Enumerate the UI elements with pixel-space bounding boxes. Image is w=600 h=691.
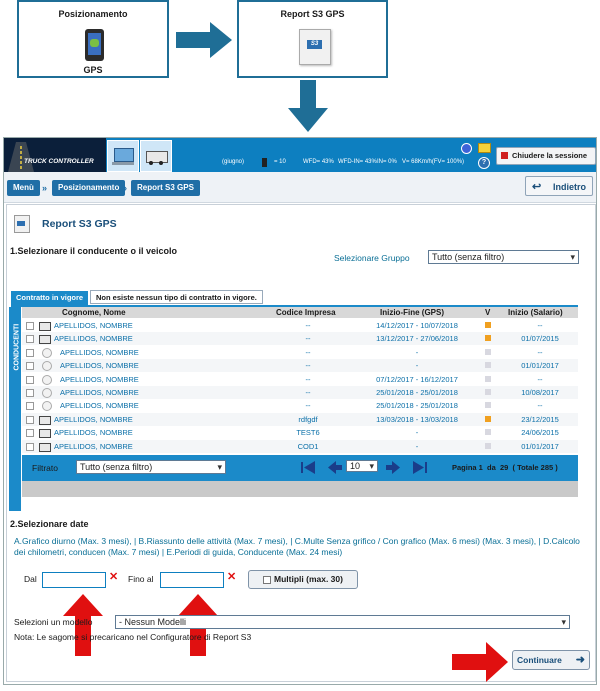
driver-disc-icon — [42, 375, 52, 385]
logo — [4, 138, 106, 172]
flag-icon — [485, 389, 491, 395]
breadcrumb-posizionamento[interactable]: Posizionamento — [52, 180, 125, 196]
row-range: - — [415, 361, 419, 371]
flag-icon — [485, 376, 491, 382]
driver-card-icon — [39, 335, 51, 344]
col-v[interactable]: V — [485, 308, 491, 317]
flow-step1-title: Posizionamento — [58, 9, 128, 19]
row-checkbox[interactable] — [26, 349, 34, 357]
from-date-input[interactable] — [42, 572, 106, 588]
row-code: -- — [305, 401, 311, 411]
row-salary: -- — [537, 401, 543, 411]
status-period: (giugno) — [222, 159, 245, 165]
row-name[interactable]: APELLIDOS, NOMBRE — [54, 441, 133, 451]
flag-icon — [485, 416, 491, 422]
multi-button[interactable] — [248, 570, 358, 589]
row-salary: 01/07/2015 — [521, 334, 559, 344]
breadcrumb-menu[interactable]: Menù — [7, 180, 40, 196]
row-range: - — [415, 428, 419, 438]
page-of: da — [487, 463, 496, 472]
document-icon — [299, 29, 331, 65]
row-code: COD1 — [297, 441, 319, 451]
truck-module-icon[interactable] — [140, 140, 172, 172]
row-name[interactable]: APELLIDOS, NOMBRE — [60, 361, 139, 371]
table-row[interactable] — [22, 359, 578, 372]
logout-label: Chiudere la sessione — [512, 151, 588, 160]
row-range: - — [415, 441, 419, 451]
driver-disc-icon — [42, 361, 52, 371]
continue-label: Continuare — [517, 655, 562, 665]
flag-icon — [485, 335, 491, 341]
row-salary: -- — [537, 374, 543, 384]
row-salary: 10/08/2017 — [521, 388, 559, 397]
multi-label: Multipli (max. 30) — [274, 574, 343, 584]
multi-checkbox[interactable] — [263, 576, 271, 584]
flag-icon — [485, 362, 491, 368]
conducenti-sidebar — [9, 307, 21, 511]
back-label: Indietro — [553, 182, 586, 192]
breadcrumb-sep: » — [42, 183, 48, 193]
flag-icon — [485, 322, 491, 328]
tab-nessun-contratto[interactable]: Non esiste nessun tipo di contratto in vigore. — [90, 290, 263, 304]
row-checkbox[interactable] — [26, 429, 34, 437]
back-arrow-icon: ↩ — [532, 181, 542, 193]
breadcrumb-sep: » — [122, 183, 128, 193]
flag-icon — [485, 349, 491, 355]
row-code: -- — [305, 334, 311, 344]
row-checkbox[interactable] — [26, 402, 34, 410]
last-page-icon[interactable] — [412, 461, 428, 474]
row-salary: -- — [537, 347, 543, 357]
row-code: rdfgdf — [298, 414, 318, 424]
row-checkbox[interactable] — [26, 322, 34, 330]
driver-disc-icon — [42, 388, 52, 398]
row-range: 13/03/2018 - 13/03/2018 — [376, 414, 458, 424]
continue-arrow-icon: ➜ — [575, 654, 585, 666]
table-row[interactable] — [22, 399, 578, 412]
col-name[interactable]: Cognome, Nome — [62, 308, 126, 317]
row-range: 25/01/2018 - 25/01/2018 — [376, 388, 458, 397]
row-checkbox[interactable] — [26, 416, 34, 424]
row-name[interactable]: APELLIDOS, NOMBRE — [54, 334, 133, 344]
row-checkbox[interactable] — [26, 362, 34, 370]
row-code: -- — [305, 321, 311, 330]
clear-from-icon[interactable]: ✕ — [109, 571, 119, 583]
logo-text: TRUCK CONTROLLER — [24, 158, 94, 165]
pager-bar — [22, 455, 578, 481]
from-label: Dal — [24, 574, 37, 584]
computer-module-icon[interactable] — [107, 140, 139, 172]
prev-page-icon[interactable] — [328, 461, 342, 474]
row-salary: -- — [537, 321, 543, 330]
flag-icon — [485, 429, 491, 435]
model-select[interactable] — [115, 615, 570, 629]
table-row[interactable] — [22, 413, 578, 426]
page-info — [452, 463, 558, 472]
row-total: ( Totale 285 ) — [512, 463, 558, 472]
row-range: 13/12/2017 - 27/06/2018 — [376, 334, 458, 344]
section2-title: 2.Selezionare date — [10, 519, 89, 529]
row-code: -- — [305, 374, 311, 384]
col-salary[interactable]: Inizio (Salario) — [508, 308, 563, 317]
next-page-icon[interactable] — [386, 461, 400, 474]
table-row[interactable] — [22, 319, 578, 332]
row-name[interactable]: APELLIDOS, NOMBRE — [60, 374, 139, 384]
driver-card-icon — [39, 322, 51, 331]
status-v: V= 68Km/h(FV= 100%) — [402, 159, 465, 165]
page-title: Report S3 GPS — [42, 218, 117, 230]
phone-icon — [85, 29, 104, 61]
row-salary: 23/12/2015 — [521, 414, 559, 424]
row-name[interactable]: APELLIDOS, NOMBRE — [54, 414, 133, 424]
document-icon-label: S3 — [307, 40, 322, 49]
row-salary: 01/01/2017 — [521, 361, 559, 371]
model-select-value: - Nessun Modelli — [119, 617, 187, 627]
status-count: = 10 — [274, 159, 286, 165]
flow-step-report-s3 — [237, 0, 388, 78]
row-code: -- — [305, 347, 311, 357]
model-label: Selezioni un modello — [14, 617, 93, 627]
flow-step2-title: Report S3 GPS — [280, 9, 345, 19]
filter-select-value: Tutto (senza filtro) — [80, 462, 153, 472]
top-bar — [4, 138, 596, 172]
row-name[interactable]: APELLIDOS, NOMBRE — [60, 388, 139, 397]
table-header — [22, 307, 578, 318]
filter-label: Filtrato — [32, 463, 58, 473]
row-range: 14/12/2017 - 10/07/2018 — [376, 321, 458, 330]
table-row[interactable] — [22, 386, 578, 399]
road-logo-icon — [6, 138, 36, 172]
status-in: IN= 0% — [377, 159, 397, 165]
flow-arrow-down-icon — [288, 80, 328, 132]
row-checkbox[interactable] — [26, 389, 34, 397]
row-salary: 24/06/2015 — [521, 428, 559, 438]
page-current: Pagina 1 — [452, 463, 483, 472]
driver-card-icon — [39, 443, 51, 452]
row-range: 07/12/2017 - 16/12/2017 — [376, 374, 458, 384]
col-code[interactable]: Codice Impresa — [276, 308, 336, 317]
first-page-icon[interactable] — [300, 461, 316, 474]
logout-icon — [501, 152, 508, 159]
row-name[interactable]: APELLIDOS, NOMBRE — [60, 401, 139, 411]
page-total: 29 — [499, 463, 509, 472]
status-wfd: WFD= 43% — [303, 159, 334, 165]
report-doc-icon — [14, 215, 30, 233]
driver-disc-icon — [42, 348, 52, 358]
row-name[interactable]: APELLIDOS, NOMBRE — [54, 321, 133, 330]
row-salary: 01/01/2017 — [521, 441, 559, 451]
mail-icon[interactable] — [478, 143, 491, 153]
page-size-select[interactable] — [346, 460, 378, 472]
table-footer — [22, 481, 578, 497]
row-code: -- — [305, 388, 311, 397]
row-code: TEST6 — [296, 428, 320, 438]
flow-arrow-right-icon — [176, 22, 232, 58]
row-checkbox[interactable] — [26, 376, 34, 384]
row-range: - — [415, 347, 419, 357]
flag-icon — [485, 402, 491, 408]
clear-to-icon[interactable]: ✕ — [227, 571, 237, 583]
date-description: A.Grafico diurno (Max. 3 mesi), | B.Riassunto delle attività (Max. 7 mesi), | C.Multe Senza grifico / Con grafico (Max. 6 mesi) (Max. 3 mesi), | D.Calcolo dei chilometri, conducen (Max. 7 mesi) | E.Periodi di guida, Conducente (Max. 24 mesi) — [14, 536, 580, 557]
driver-disc-icon — [42, 401, 52, 411]
row-name[interactable]: APELLIDOS, NOMBRE — [60, 347, 139, 357]
driver-card-icon — [39, 429, 51, 438]
breadcrumb-report-s3-gps[interactable]: Report S3 GPS — [131, 180, 200, 196]
row-name[interactable]: APELLIDOS, NOMBRE — [54, 428, 133, 438]
group-label: Selezionare Gruppo — [334, 253, 410, 263]
table-row[interactable] — [22, 426, 578, 439]
back-button[interactable] — [525, 176, 593, 196]
table-row[interactable] — [22, 332, 578, 345]
help-icon[interactable]: ? — [478, 157, 490, 169]
driver-icon — [262, 158, 267, 167]
row-checkbox[interactable] — [26, 335, 34, 343]
flag-icon — [485, 443, 491, 449]
section1-title: 1.Selezionare il conducente o il veicolo — [10, 246, 178, 256]
flow-step-posizionamento — [17, 0, 169, 78]
globe-icon[interactable] — [461, 143, 472, 154]
conducenti-label: CONDUCENTI — [13, 323, 21, 371]
col-range[interactable]: Inizio-Fine (GPS) — [380, 308, 444, 317]
to-date-input[interactable] — [160, 572, 224, 588]
group-select[interactable] — [428, 250, 579, 264]
row-code: -- — [305, 361, 311, 371]
row-range: 25/01/2018 - 25/01/2018 — [376, 401, 458, 411]
table-row[interactable] — [22, 373, 578, 386]
status-strip — [222, 157, 475, 168]
model-note: Nota: Le sagome si precaricano nel Configuratore di Report S3 — [14, 632, 252, 642]
logout-button[interactable] — [496, 147, 596, 165]
row-checkbox[interactable] — [26, 443, 34, 451]
table-row[interactable] — [22, 440, 578, 453]
table-row[interactable] — [22, 346, 578, 359]
to-label: Fino al — [128, 574, 154, 584]
red-arrow-right-icon — [452, 642, 508, 682]
group-select-value: Tutto (senza filtro) — [432, 252, 505, 262]
continue-button[interactable] — [512, 650, 590, 670]
driver-card-icon — [39, 416, 51, 425]
tab-contratto-in-vigore[interactable]: Contratto in vigore — [11, 291, 88, 305]
filter-select[interactable] — [76, 460, 226, 474]
page-size-value: 10 — [350, 461, 361, 471]
status-wfd-in: WFD-IN= 43% — [338, 159, 377, 165]
flow-step1-label: GPS — [83, 65, 103, 75]
